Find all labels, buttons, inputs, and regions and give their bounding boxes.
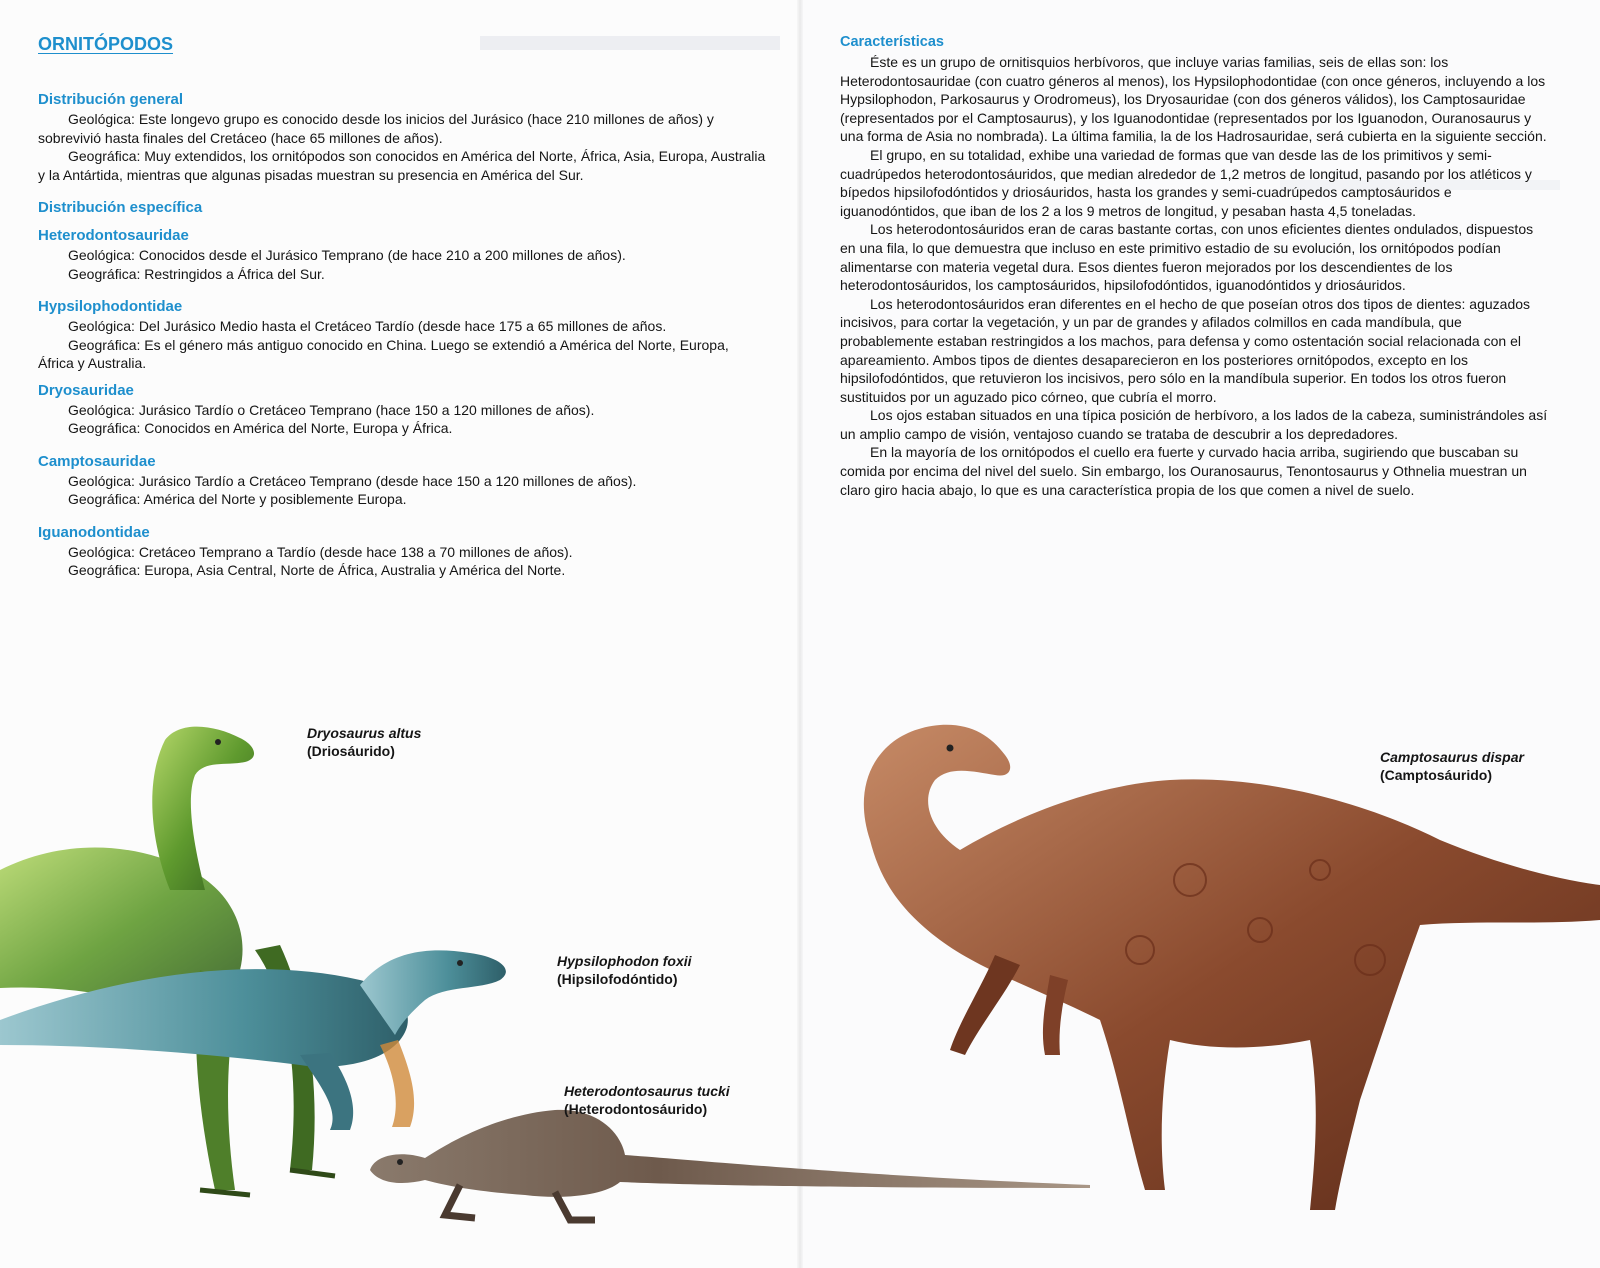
section-paragraph: Geológica: Este longevo grupo es conocido desde los inicios del Jurásico (hace 210 millones de años) y sobrevivió hasta finales del Cretáceo (hace 65 millones de años). (38, 111, 714, 146)
section-paragraph: Geológica: Conocidos desde el Jurásico Temprano (de hace 210 a 200 millones de años). (68, 247, 626, 263)
section-paragraph: Geográfica: Es el género más antiguo conocido en China. Luego se extendió a América del Norte, Europa, África y Australia. (38, 336, 729, 371)
caption-scientific-name: Dryosaurus altus (307, 725, 422, 741)
section-paragraph: Geográfica: Restringidos a África del Sur. (68, 265, 325, 282)
section-heading: Distribución específica (38, 199, 203, 216)
section-paragraph: Geológica: Del Jurásico Medio hasta el Cretáceo Tardío (desde hace 175 a 65 millones de años. (68, 318, 667, 334)
section-heading: Heterodontosauridae (38, 227, 189, 244)
distribution-column (38, 90, 768, 580)
section-paragraph: Geológica: Jurásico Tardío o Cretáceo Temprano (hace 150 a 120 millones de años). (68, 401, 595, 418)
body-paragraph: Los heterodontosáuridos eran diferentes en el hecho de que poseían otros dos tipos de dientes: aguzados incisivos, para cortar la vegetación, y un par de grandes y afilados colmillos en cada mandíbula, que probablemente estaban restringidos a los machos, para defensa y como ostentación social relacionada con el apareamiento. Ambos tipos de dientes desaparecieron en los posteriores ornitópodos, excepto en los hipsilofodóntidos, que retuvieron los incisivos, pero sólo en la mandíbula superior. En todos los otros fueron sustituidos por un aguzado pico córneo, que cubría el morro. (840, 295, 1531, 405)
caption-heterodontosaurus (564, 1082, 730, 1118)
caption-dryosaurus (307, 724, 421, 760)
caption-scientific-name: Camptosaurus dispar (1380, 749, 1524, 765)
section-heading: Características (840, 34, 944, 50)
camptosaurus-illustration (840, 720, 1600, 1220)
caption-common-name: (Camptosáurido) (1380, 767, 1492, 783)
section-heading: Hypsilophodontidae (38, 298, 183, 315)
body-paragraph: Éste es un grupo de ornitisquios herbívoros, que incluye varias familias, seis de ellas son: los Heterodontosauridae (con cuatro géneros al menos), los Hypsilophodontidae (con once géneros, incluyendo a los Hypsilophodon, Parkosaurus y Orodromeus), los Dryosauridae (con dos géneros válidos), los Camptosauridae (representados por el Camptosaurus), y los Iguanodontidae (representados por los Iguanodon, Ouranosaurus y una forma de Asia no nombrada). La última familia, la de los Hadrosauridae, será cubierta en la siguiente sección. (840, 54, 1547, 145)
body-paragraph: Los ojos estaban situados en una típica posición de herbívoro, a los lados de la cabeza, suministrándoles así un amplio campo de visión, ventajoso cuando se trataba de descubrir a los depredadores. (840, 407, 1548, 442)
page-title: ORNITÓPODOS (38, 34, 174, 54)
page-gutter (797, 0, 803, 1268)
section-paragraph: Geográfica: Europa, Asia Central, Norte de África, Australia y América del Norte. (68, 562, 566, 578)
caption-common-name: (Hipsilofodóntido) (557, 971, 678, 987)
caption-camptosaurus (1380, 748, 1524, 784)
section-paragraph: Geográfica: Conocidos en América del Norte, Europa y África. (68, 420, 453, 436)
section-paragraph: Geológica: Cretáceo Temprano a Tardío (desde hace 138 a 70 millones de años). (68, 543, 573, 560)
section-heading: Distribución general (38, 91, 184, 108)
section-heading: Dryosauridae (38, 381, 134, 399)
section-paragraph: Geográfica: Muy extendidos, los ornitópodos son conocidos en América del Norte, África, Asia, Europa, Australia y la Antártida, mientras que algunas pisadas muestran su presencia en América del Sur. (38, 148, 766, 183)
characteristics-column (840, 33, 1552, 499)
body-paragraph: En la mayoría de los ornitópodos el cuello era fuerte y curvado hacia arriba, sugiriendo que buscaban su comida por encima del nivel del suelo. Sin embargo, los Ouranosaurus, Tenontosaurus y Othnelia muestran un claro giro hacia abajo, lo que es una característica propia de los que comen a nivel de suelo. (840, 444, 1527, 498)
section-paragraph: Geológica: Jurásico Tardío a Cretáceo Temprano (desde hace 150 a 120 millones de años). (68, 472, 637, 489)
caption-common-name: (Heterodontosáurido) (564, 1101, 708, 1117)
caption-common-name: (Driosáurido) (307, 743, 395, 759)
caption-hypsilophodon (557, 952, 692, 988)
body-paragraph: El grupo, en su totalidad, exhibe una variedad de formas que van desde las de los primitivos y semi-cuadrúpedos heterodontosáuridos, que median alrededor de 1,2 metros de longitud, pasando por los atléticos y bípedos hipsilofodóntidos y driosáuridos, hasta los grandes y semi-cuadrúpedos camptosáuridos e iguanodóntidos, que iban de los 2 a los 9 metros de longitud, y pesaban hasta 4,5 toneladas. (840, 146, 1532, 219)
bleed-through-texture (480, 36, 780, 50)
section-heading: Camptosauridae (38, 452, 156, 470)
section-heading: Iguanodontidae (38, 523, 150, 541)
section-paragraph: Geográfica: América del Norte y posiblemente Europa. (68, 491, 407, 507)
caption-scientific-name: Hypsilophodon foxii (557, 953, 692, 969)
body-paragraph: Los heterodontosáuridos eran de caras bastante cortas, con unos eficientes dientes ondulados, dispuestos en una fila, lo que demuestra que incluso en este primitivo estadio de su evolución, los ornitópodos podían alimentarse con materia vegetal dura. Esos dientes fueron mejorados por los descendientes de los heterodontosáuridos, los camptosáuridos, hipsilofodóntidos, iguanodóntidos y driosáuridos. (840, 221, 1534, 294)
caption-scientific-name: Heterodontosaurus tucki (564, 1083, 730, 1099)
